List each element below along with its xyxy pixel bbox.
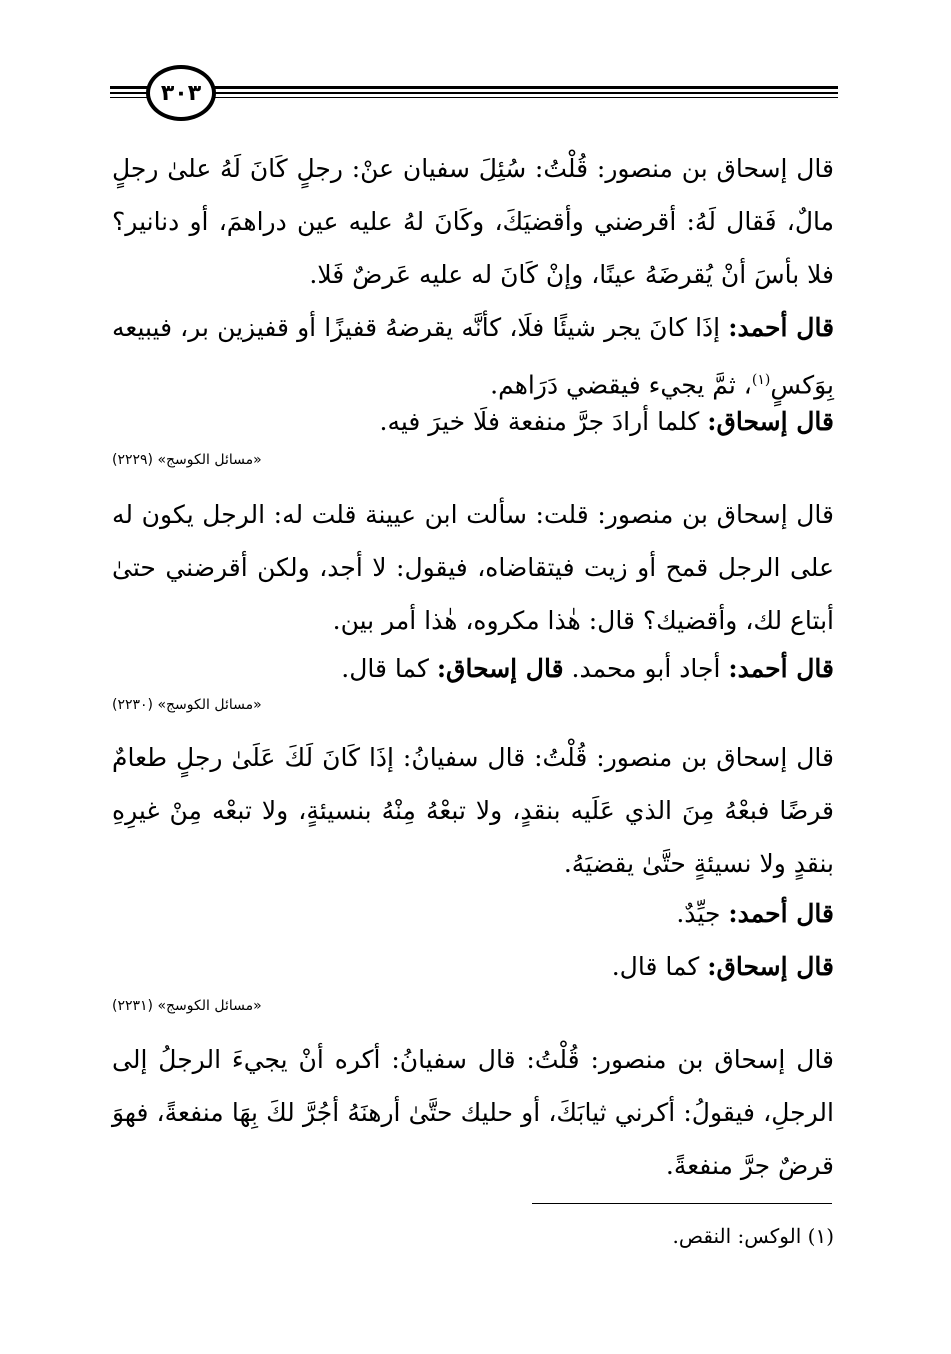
header-rule (110, 86, 838, 89)
page-number: ٣٠٣ (160, 80, 202, 106)
paragraph (112, 142, 834, 301)
paragraph (112, 1033, 834, 1192)
footnote-text: الوكس: النقص. (672, 1224, 802, 1248)
paragraph (112, 642, 834, 695)
source-citation: «مسائل الكوسج» (٢٢٢٩) (112, 452, 262, 468)
header-rule (110, 97, 838, 98)
speaker-label: قال إسحاق: (707, 407, 834, 436)
source-citation: «مسائل الكوسج» (٢٢٣١) (112, 998, 262, 1014)
speaker-label: قال أحمد: (728, 899, 834, 928)
paragraph-text: كما قال. (341, 654, 437, 683)
paragraph-text: إذَا كانَ يجر شيئًا فلَا، كأنَّه يقرضهُ قفيزًا أو قفيزين بر، فيبيعه بِوَكسٍ (112, 313, 834, 400)
speaker-label: قال أحمد: (728, 654, 834, 683)
paragraph-text: كلما أرادَ جرَّ منفعة فلَا خيرَ فيه. (379, 407, 708, 436)
footnote (112, 1219, 834, 1253)
footnote-reference: (١) (751, 372, 771, 388)
paragraph-text: أجاد أبو محمد. (563, 654, 729, 683)
paragraph (112, 395, 834, 448)
speaker-label: قال إسحاق: (436, 654, 564, 683)
source-citation: «مسائل الكوسج» (٢٢٣٠) (112, 697, 262, 713)
page-header (110, 62, 838, 122)
paragraph (112, 731, 834, 890)
page-number-badge (146, 65, 216, 121)
paragraph-text: جيِّدٌ. (676, 899, 729, 928)
paragraph (112, 488, 834, 647)
footnote-number: (١) (807, 1224, 834, 1248)
header-rule (110, 92, 838, 94)
speaker-label: قال أحمد: (728, 313, 835, 342)
paragraph-text: كما قال. (611, 952, 708, 981)
paragraph-text: قال إسحاق بن منصور: قُلْتُ: قال سفيانُ: أكره أنْ يجيءَ الرجلُ إلى الرجلِ، فيقولُ: أكرني ثيابَكَ، أو حليك حتَّىٰ أرهنَهُ أجُرَّ لكَ بِهَا منفعةً، فهوَ قرضٌ جرَّ منفعةً. (112, 1045, 834, 1180)
paragraph-text: قال إسحاق بن منصور: قلت: سألت ابن عيينة قلت له: الرجل يكون له على الرجل قمح أو زيت فيتقاضاه، فيقول: لا أجد، ولكن أقرضني حتىٰ أبتاع لك، وأقضيك؟ قال: هٰذا مكروه، هٰذا أمر بين. (112, 500, 834, 635)
paragraph-text: ، ثمَّ يجيء فيقضي دَرَاهم. (490, 370, 752, 400)
paragraph-text: قال إسحاق بن منصور: قُلْتُ: قال سفيانُ: إذَا كَانَ لَكَ عَلَىٰ رجلٍ طعامٌ قرضًا فبعْهُ مِنَ الذي عَلَيه بنقدٍ، ولا تبعْهُ مِنْهُ بنسيئةٍ، ولا تبعْه مِنْ غيرِهِ بنقدٍ ولا نسيئةٍ حتَّىٰ يقضيَهُ. (112, 743, 834, 878)
paragraph (112, 887, 834, 940)
speaker-label: قال إسحاق: (707, 952, 834, 981)
paragraph-text: قال إسحاق بن منصور: قُلْتُ: سُئِلَ سفيان عنْ: رجلٍ كَانَ لَهُ علىٰ رجلٍ مالٌ، فَقال لَهُ: أقرضني وأقضيَكَ، وكَانَ لهُ عليه عين دراهمَ، أو دنانير؟ فلا بأسَ أنْ يُقرضَهُ عينًا، وإنْ كَانَ له عليه عَرضٌ فَلا. (112, 154, 834, 289)
paragraph (112, 940, 834, 993)
footnote-divider (532, 1203, 832, 1204)
